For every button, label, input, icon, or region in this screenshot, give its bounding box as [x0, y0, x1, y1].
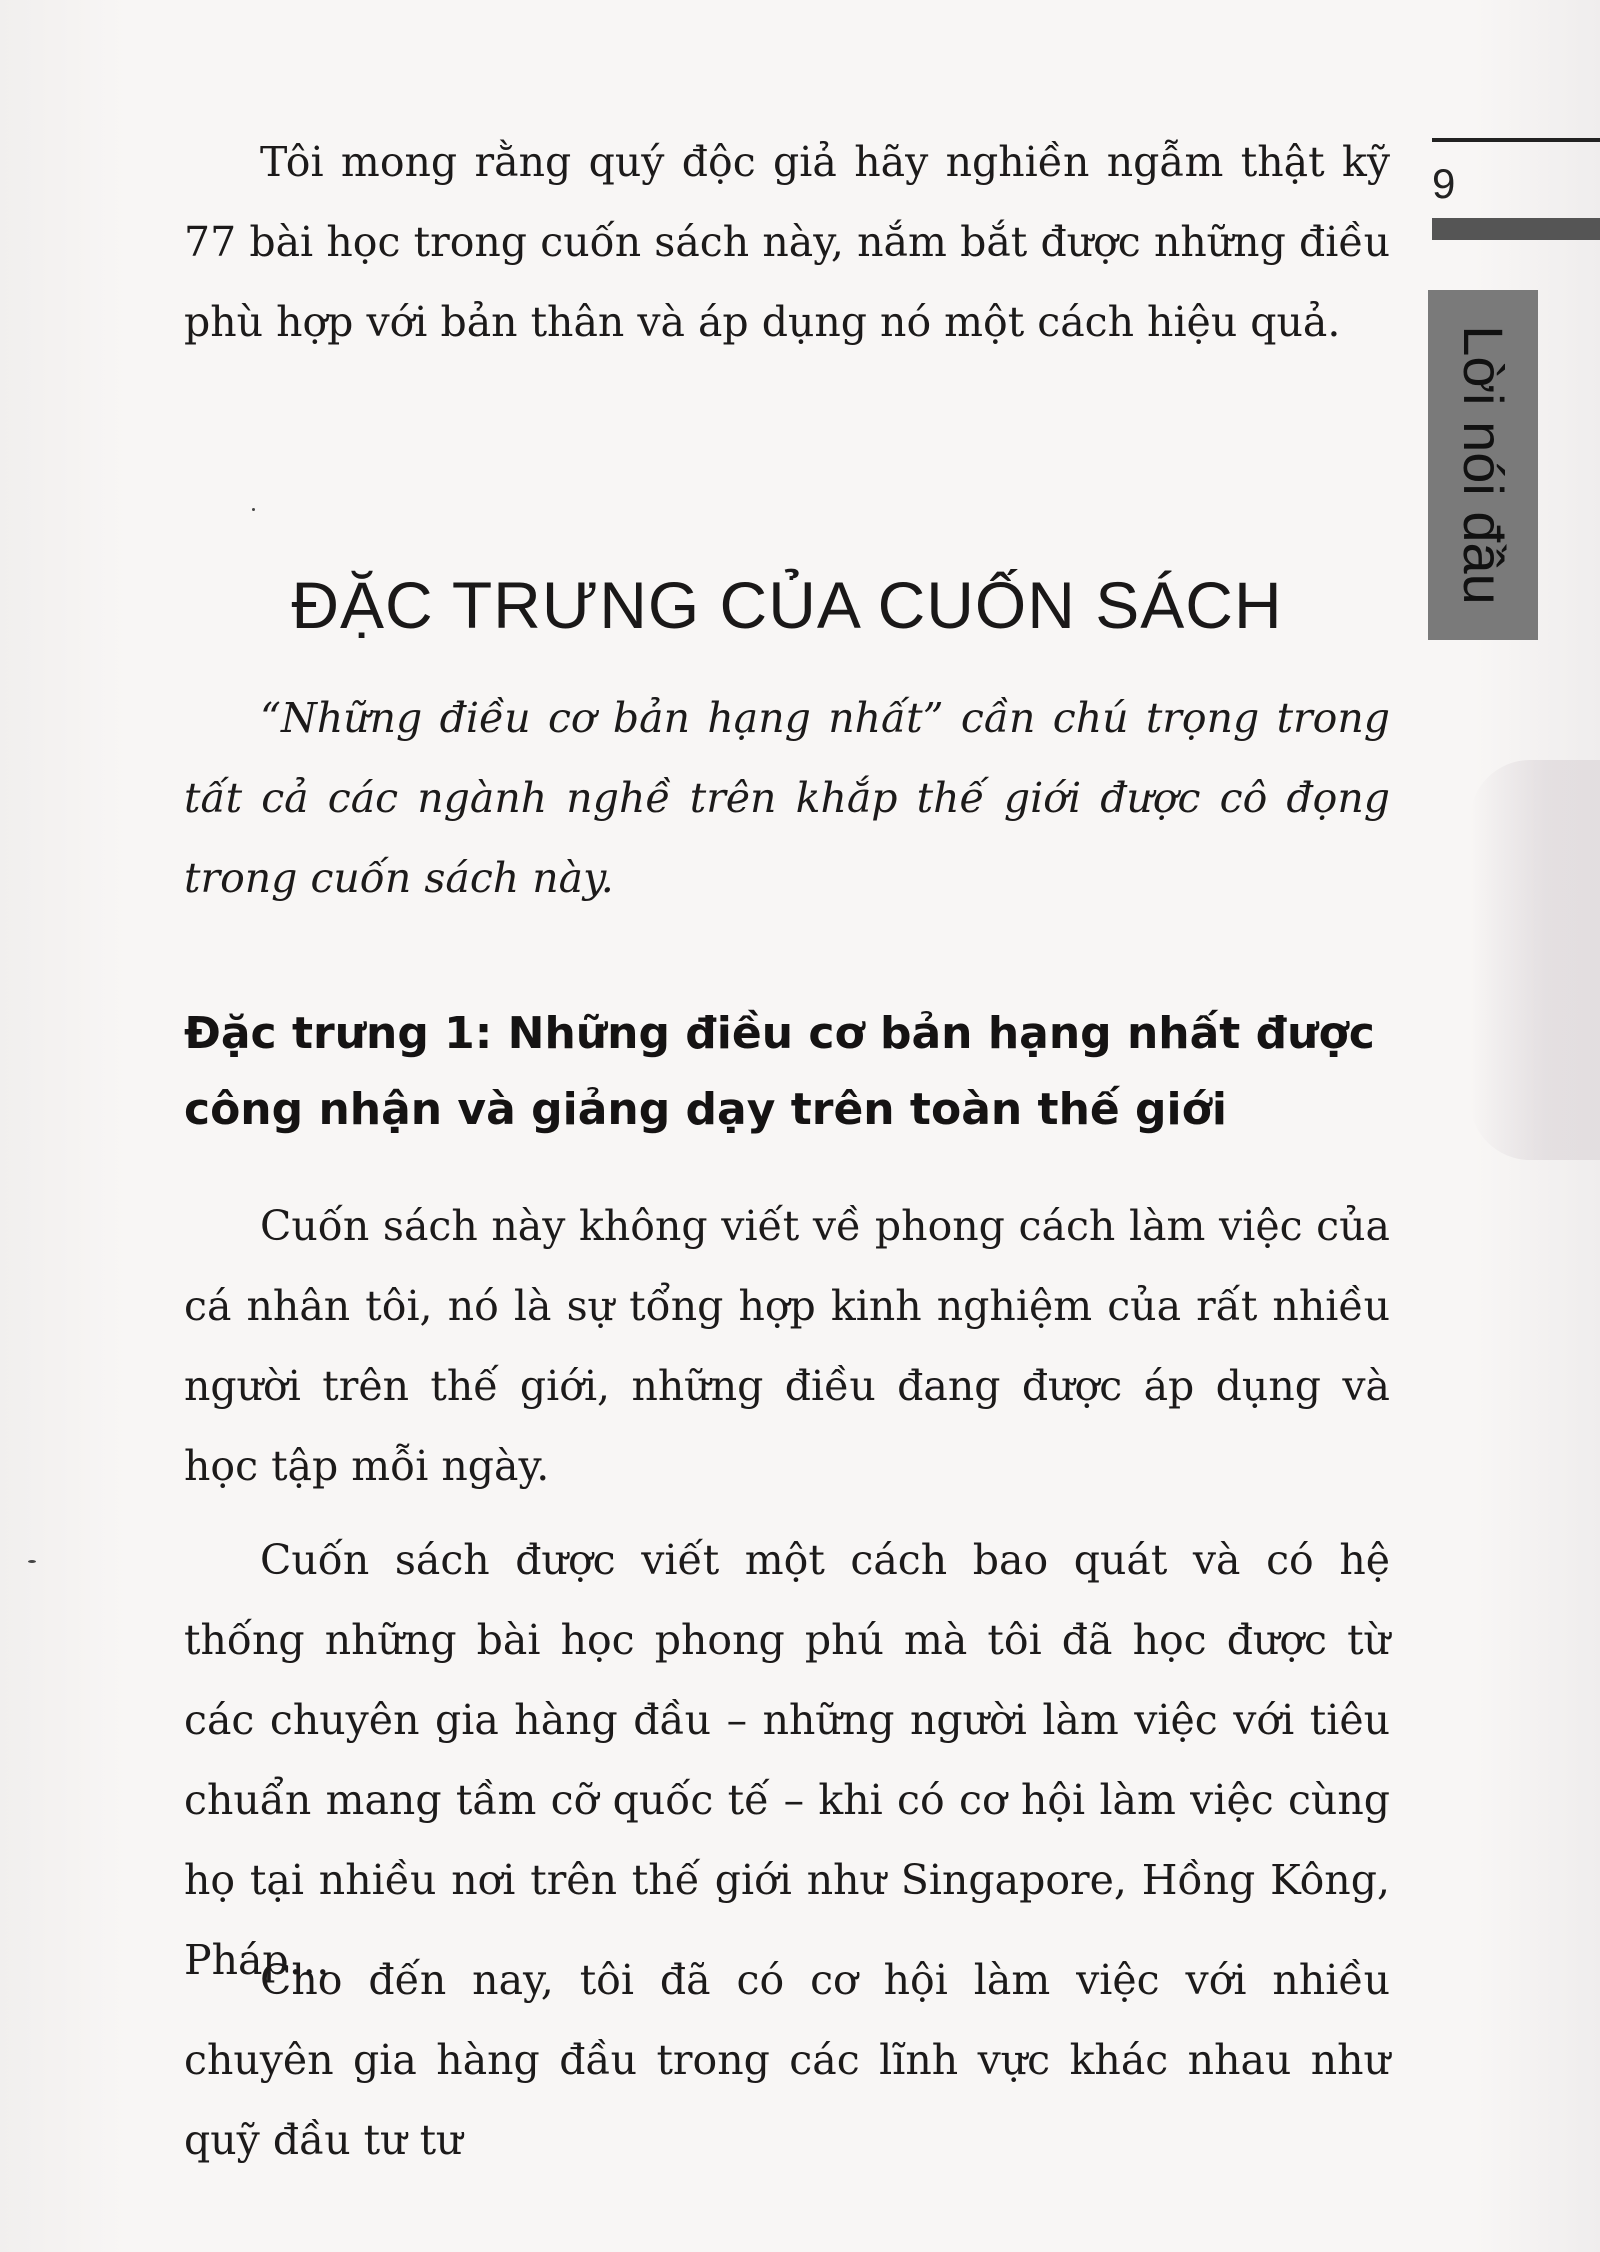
- section-heading: ĐẶC TRƯNG CỦA CUỐN SÁCH: [291, 568, 1283, 642]
- print-speck: [28, 1560, 36, 1563]
- page-number: 9: [1432, 160, 1456, 207]
- body-paragraph-3: Cho đến nay, tôi đã có cơ hội làm việc với nhiều chuyên gia hàng đầu trong các lĩnh vực khác nhau như quỹ đầu tư tư: [184, 1956, 1390, 2164]
- feature-heading: Đặc trưng 1: Những điều cơ bản hạng nhất được công nhận và giảng dạy trên toàn thế giới: [184, 1008, 1375, 1135]
- body-paragraph-1: Cuốn sách này không viết về phong cách làm việc của cá nhân tôi, nó là sự tổng hợp kinh nghiệm của rất nhiều người trên thế giới, những điều đang được áp dụng và học tập mỗi ngày.: [184, 1202, 1390, 1490]
- italic-note-paragraph: “Những điều cơ bản hạng nhất” cần chú trọng trong tất cả các ngành nghề trên khắp thế giới được cô đọng trong cuốn sách này.: [184, 694, 1390, 902]
- chapter-tab: [1428, 290, 1538, 640]
- page-edge-shade: [1470, 760, 1600, 1160]
- chapter-tab-label: Lời nói đầu: [1452, 325, 1515, 605]
- header-thick-rule: [1432, 218, 1600, 240]
- print-speck: [252, 508, 255, 511]
- header-rule: [1432, 138, 1600, 142]
- intro-paragraph: Tôi mong rằng quý độc giả hãy nghiền ngẫm thật kỹ 77 bài học trong cuốn sách này, nắm bắt được những điều phù hợp với bản thân và áp dụng nó một cách hiệu quả.: [184, 138, 1390, 346]
- body-paragraph-2: Cuốn sách được viết một cách bao quát và có hệ thống những bài học phong phú mà tôi đã học được từ các chuyên gia hàng đầu – những người làm việc với tiêu chuẩn mang tầm cỡ quốc tế – khi có cơ hội làm việc cùng họ tại nhiều nơi trên thế giới như Singapore, Hồng Kông, Pháp…: [184, 1536, 1390, 1984]
